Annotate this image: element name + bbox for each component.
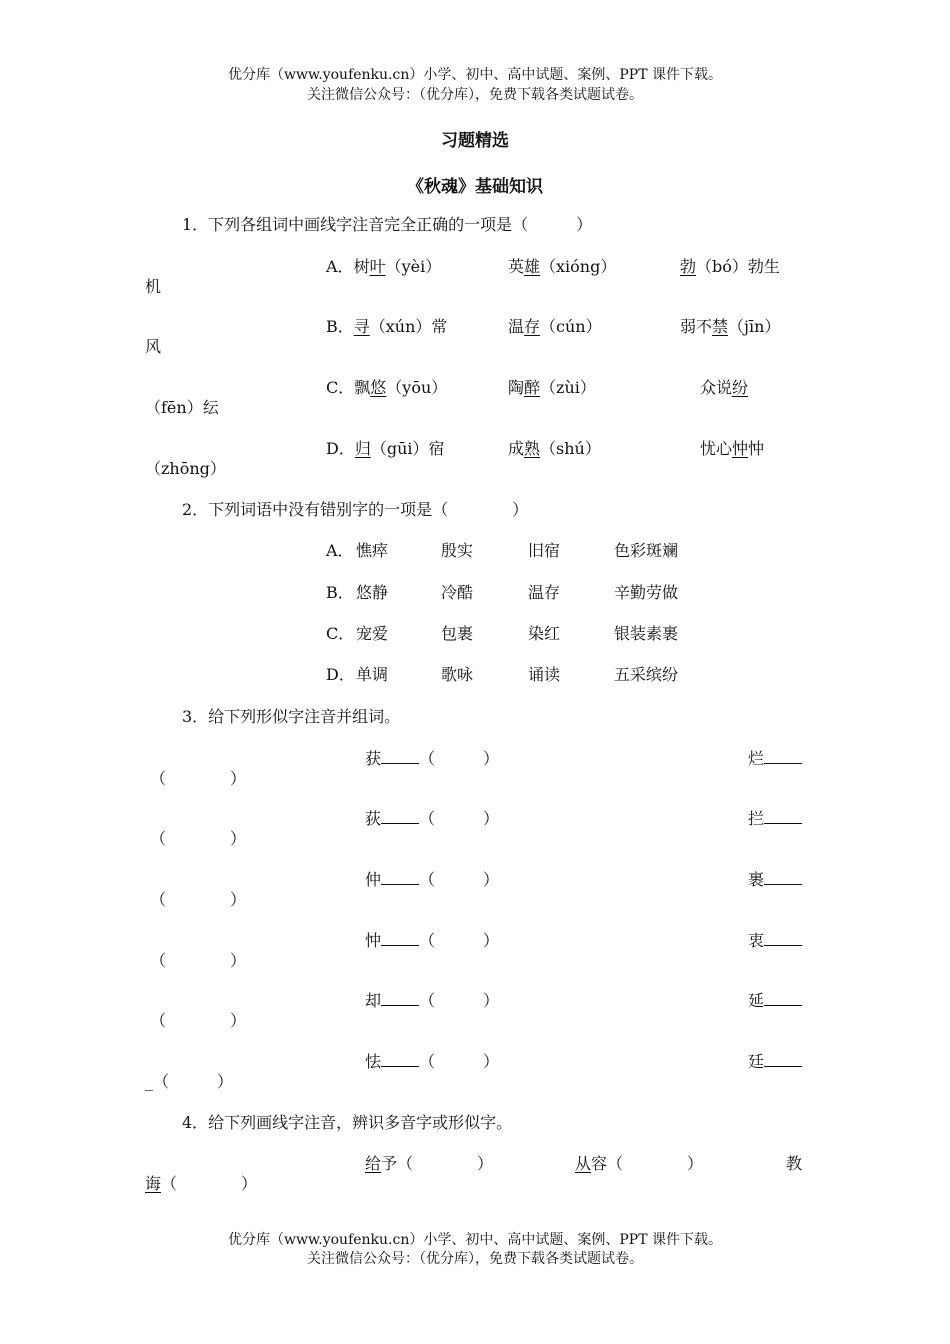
char: 廷 — [748, 1052, 765, 1071]
paren: （ ） — [153, 1072, 234, 1091]
fill-blank[interactable] — [764, 1052, 802, 1067]
underlined-char: 从 — [575, 1154, 592, 1173]
page-footer-line1: 优分库（www.youfenku.cn）小学、初中、高中试题、案例、PPT 课件下载。 — [227, 1232, 722, 1248]
paren: （ ） — [397, 1154, 494, 1173]
paren: （ ） — [607, 1154, 704, 1173]
word: 歌咏 — [441, 665, 474, 684]
fill-blank[interactable] — [764, 991, 802, 1006]
q4-stem: 4．给下列画线字注音，辨识多音字或形似字。 — [182, 1113, 513, 1132]
word: 温存 — [528, 583, 561, 602]
option-label: B． — [326, 583, 354, 602]
underlined-char: 给 — [365, 1154, 382, 1173]
underlined-char: 悠 — [370, 378, 387, 397]
word: 旧宿 — [528, 541, 561, 560]
paren: （ ） — [150, 769, 247, 788]
underlined-char: 雄 — [524, 257, 541, 276]
underlined-char: 叶 — [369, 257, 386, 276]
fill-blank[interactable] — [764, 749, 802, 764]
paren: （ ） — [150, 1011, 247, 1030]
page-header-line1: 优分库（www.youfenku.cn）小学、初中、高中试题、案例、PPT 课件下载。 — [227, 67, 722, 83]
word: 单调 — [356, 665, 389, 684]
char: 荻 — [365, 809, 382, 828]
option-label: D． — [326, 665, 355, 684]
char: 衷 — [748, 931, 765, 950]
fill-blank[interactable] — [381, 931, 419, 946]
word: 包裹 — [441, 624, 474, 643]
page-subtitle: 《秋魂》基础知识 — [407, 177, 543, 197]
paren: （ ） — [419, 870, 500, 889]
fill-blank[interactable] — [764, 931, 802, 946]
underlined-char: 寻 — [353, 317, 370, 336]
fill-blank[interactable] — [381, 749, 419, 764]
q1-stem: 1．下列各组词中画线字注音完全正确的一项是（ ） — [182, 215, 593, 234]
option-label: D． — [326, 439, 355, 458]
paren: （ ） — [150, 829, 247, 848]
fill-blank[interactable] — [764, 870, 802, 885]
page-header-line2: 关注微信公众号：（优分库），免费下载各类试题试卷。 — [307, 87, 643, 103]
underlined-char: 禁 — [712, 317, 729, 336]
underlined-char: 存 — [524, 317, 541, 336]
option-label: C． — [326, 624, 355, 643]
option-label: A． — [326, 541, 354, 560]
word: 辛勤劳做 — [614, 583, 679, 602]
paren: （ ） — [419, 1052, 500, 1071]
underlined-char: 熟 — [524, 439, 541, 458]
word: 色彩斑斓 — [614, 541, 679, 560]
word: 殷实 — [441, 541, 474, 560]
word: 诵读 — [528, 665, 561, 684]
wrap-text: （zhōng） — [145, 459, 226, 478]
char: 拦 — [748, 809, 765, 828]
paren: （ ） — [419, 809, 500, 828]
char: 烂 — [748, 749, 765, 768]
blank-underscore: _ — [145, 1072, 153, 1091]
word: 银装素裹 — [614, 624, 679, 643]
q3-stem: 3．给下列形似字注音并组词。 — [182, 707, 401, 726]
word: 憔瘁 — [356, 541, 389, 560]
wrap-text: （fēn）纭 — [145, 398, 219, 417]
fill-blank[interactable] — [381, 1052, 419, 1067]
wrap-text: 机 — [145, 277, 162, 296]
fill-blank[interactable] — [381, 870, 419, 885]
word: 染红 — [528, 624, 561, 643]
paren: （ ） — [419, 749, 500, 768]
paren: （ ） — [150, 951, 247, 970]
word: 教 — [786, 1154, 803, 1173]
wrap-text: 风 — [145, 337, 162, 356]
page-title: 习题精选 — [441, 131, 509, 151]
underlined-char: 醉 — [524, 378, 541, 397]
page-footer-line2: 关注微信公众号：（优分库），免费下载各类试题试卷。 — [307, 1251, 643, 1267]
word: 冷酷 — [441, 583, 474, 602]
underlined-char: 纷 — [732, 378, 749, 397]
paren: （ ） — [419, 991, 500, 1010]
char: 裹 — [748, 870, 765, 889]
fill-blank[interactable] — [381, 991, 419, 1006]
fill-blank[interactable] — [381, 809, 419, 824]
fill-blank[interactable] — [764, 809, 802, 824]
word: 宠爱 — [356, 624, 389, 643]
underlined-char: 归 — [354, 439, 371, 458]
paren: （ ） — [161, 1174, 258, 1193]
option-label: B． — [326, 317, 354, 336]
option-label: C． — [326, 378, 355, 397]
q2-stem: 2．下列词语中没有错别字的一项是（ ） — [182, 500, 529, 519]
char: 延 — [748, 991, 765, 1010]
option-label: A． — [326, 257, 354, 276]
paren: （ ） — [150, 890, 247, 909]
underlined-char: 诲 — [145, 1174, 162, 1193]
underlined-char: 勃 — [680, 257, 697, 276]
char: 忡 — [365, 931, 382, 950]
word: 五采缤纷 — [614, 665, 679, 684]
word: 悠静 — [356, 583, 389, 602]
paren: （ ） — [419, 931, 500, 950]
char: 仲 — [365, 870, 382, 889]
char: 却 — [365, 991, 382, 1010]
underlined-char: 忡 — [732, 439, 749, 458]
char: 获 — [365, 749, 382, 768]
char: 怯 — [365, 1052, 382, 1071]
